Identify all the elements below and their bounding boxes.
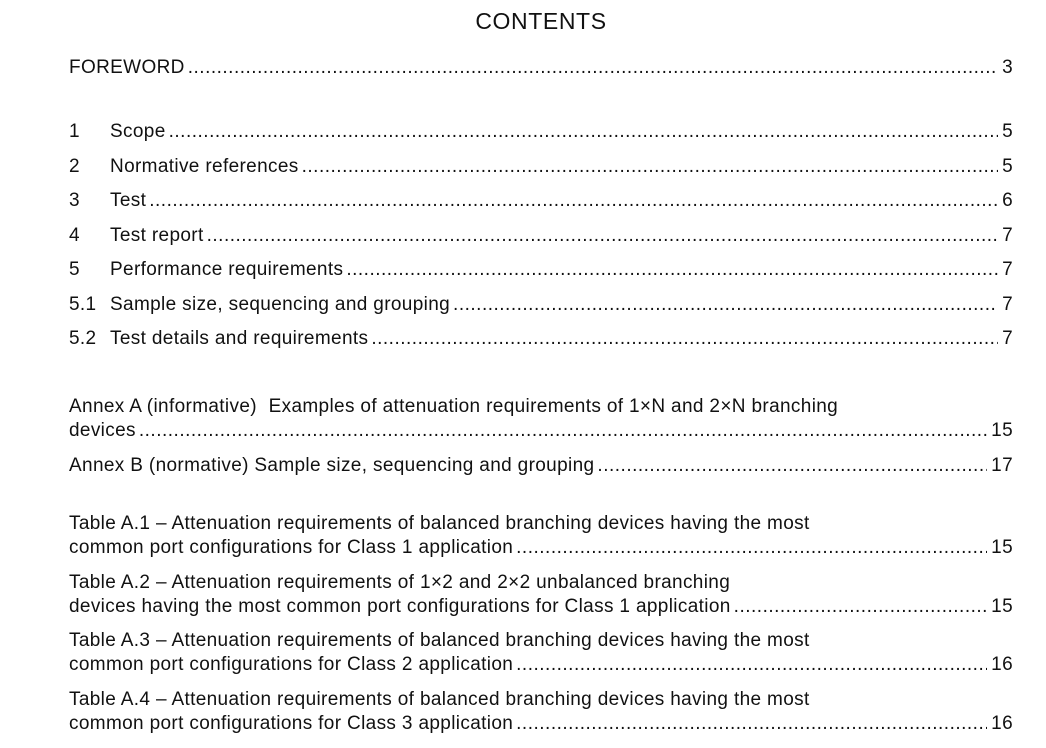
toc-entry-label: Test details and requirements: [110, 328, 369, 349]
toc-entry-line: Table A.3 – Attenuation requirements of balanced branching devices having the most: [69, 630, 810, 651]
toc-entry-number: 5.1: [69, 293, 97, 315]
toc-page-number: 16: [991, 712, 1013, 734]
toc-entry[interactable]: [69, 327, 1013, 351]
dot-leader: [371, 327, 998, 351]
toc-entry-line: [69, 595, 1013, 619]
toc-page-number: 5: [1002, 155, 1013, 177]
toc-entry-line: [69, 395, 1013, 419]
toc-entry[interactable]: [69, 189, 1013, 213]
toc-entry[interactable]: [69, 293, 1013, 317]
toc-foreword: [69, 56, 1013, 80]
toc-entry-table[interactable]: [69, 688, 1013, 736]
toc-entry-label: common port configurations for Class 3 application: [69, 712, 514, 734]
toc-entry-label: Performance requirements: [110, 259, 344, 280]
toc-entry-table[interactable]: [69, 512, 1013, 560]
dot-leader: [734, 595, 987, 619]
toc-page-number: 17: [991, 454, 1013, 476]
toc-entry-line: [69, 536, 1013, 560]
toc-entry-number: 4: [69, 224, 80, 246]
toc-entry[interactable]: [69, 258, 1013, 282]
dot-leader: [139, 419, 987, 443]
dot-leader: [149, 189, 998, 213]
toc-entry[interactable]: [69, 224, 1013, 248]
dot-leader: [346, 258, 998, 282]
toc-entry-label: Normative references: [110, 155, 299, 177]
page-title: CONTENTS: [475, 8, 607, 34]
toc-entry-line: Table A.2 – Attenuation requirements of 1×2 and 2×2 unbalanced branching: [69, 571, 731, 593]
toc-entry-label: Test: [110, 190, 147, 211]
toc-entry-number: 2: [69, 155, 80, 177]
toc-entry-number: 3: [69, 190, 80, 211]
toc-entry-line: Table A.4 – Attenuation requirements of balanced branching devices having the most: [69, 688, 810, 710]
toc-page-number: 7: [1002, 224, 1013, 246]
toc-entry-line: [69, 419, 1013, 443]
toc-entry-number: 5: [69, 259, 80, 280]
toc-page-number: 16: [991, 654, 1013, 675]
toc-entry-table[interactable]: [69, 629, 1013, 677]
toc-page-number: 7: [1002, 328, 1013, 349]
annex-title: Examples of attenuation requirements of 1×N and 2×N branching: [268, 396, 839, 417]
toc-entry-label: Scope: [110, 121, 166, 142]
toc-entry[interactable]: [69, 120, 1013, 144]
dot-leader: [302, 155, 998, 179]
toc-entry[interactable]: [69, 56, 1013, 80]
toc-entry-label: FOREWORD: [69, 57, 185, 78]
toc-entry[interactable]: [69, 155, 1013, 179]
toc-entry-annex-a[interactable]: [69, 395, 1013, 443]
toc-entry-line: Table A.1 – Attenuation requirements of balanced branching devices having the most: [69, 513, 810, 534]
toc-page-number: 6: [1002, 190, 1013, 211]
dot-leader: [453, 293, 998, 317]
toc-entry-line: [69, 712, 1013, 736]
toc-page-number: 15: [991, 595, 1013, 617]
toc-entry-number: 5.2: [69, 328, 97, 349]
toc-page-number: 7: [1002, 259, 1013, 280]
toc-entry-label: common port configurations for Class 1 application: [69, 537, 514, 558]
toc-entry-label: devices: [69, 420, 136, 441]
toc-entry-annex-b[interactable]: [69, 454, 1013, 478]
toc-tables: [69, 512, 1013, 736]
toc-page-number: 5: [1002, 121, 1013, 142]
toc-entry-label: devices having the most common port configurations for Class 1 application: [69, 595, 731, 617]
toc-page-number: 3: [1002, 57, 1013, 78]
toc-entry-label: Test report: [110, 224, 204, 246]
dot-leader: [516, 712, 987, 736]
dot-leader: [516, 653, 987, 677]
toc-entry-label: Sample size, sequencing and grouping: [110, 293, 451, 315]
dot-leader: [169, 120, 998, 144]
toc-entry-line: [69, 653, 1013, 677]
dot-leader: [597, 454, 987, 478]
annex-prefix: Annex A (informative): [69, 396, 257, 417]
toc-page-number: 15: [991, 420, 1013, 441]
toc-entry-number: 1: [69, 121, 80, 142]
dot-leader: [516, 536, 987, 560]
toc-page-number: 7: [1002, 293, 1013, 315]
toc-entry-label: Sample size, sequencing and grouping: [254, 454, 595, 476]
dot-leader: [188, 56, 998, 80]
annex-prefix: Annex B (normative): [69, 454, 249, 476]
toc-clauses: [69, 120, 1013, 351]
toc-annexes: [69, 395, 1013, 478]
toc-page-number: 15: [991, 537, 1013, 558]
dot-leader: [207, 224, 998, 248]
toc-entry-table[interactable]: [69, 571, 1013, 619]
toc-entry-label: common port configurations for Class 2 application: [69, 654, 514, 675]
